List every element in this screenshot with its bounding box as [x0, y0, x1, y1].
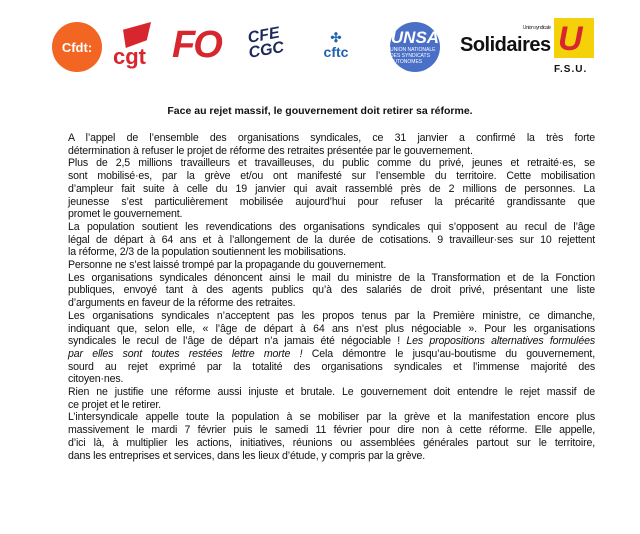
paragraph: A l’appel de l’ensemble des organisations syndicales, ce 31 janvier a confirmé la très forte détermination à refuser le projet de réforme des retraites présentée par le gouvernement. — [68, 132, 595, 157]
press-release-body — [68, 132, 595, 462]
unsa-logo: UNSA UNION NATIONALE DES SYNDICATS AUTONOMES — [390, 22, 440, 72]
fsu-logo: U F.S.U. — [554, 18, 598, 78]
paragraph: Les organisations syndicales dénoncent ainsi le mail du ministre de la Transformation et de la Fonction publiques, envoyé tant à des agents publics qu’à des salariés de droit privé, présentant une liste d’arguments en faveur de la réforme des retraites. — [68, 271, 595, 310]
cftc-logo: ✣ cftc — [316, 32, 356, 60]
paragraph: L’intersyndicale appelle toute la population à se mobiliser par la grève et la manifestation encore plus massivement le mardi 7 février puis le samedi 11 février pour dire non à cette réforme. Elle appelle, d’ici là, à multiplier les actions, initiatives, réunions ou assemblées générales partout sur le territoire, dans les entreprises et services, dans les lieux d’étude, y compris par la grève. — [68, 411, 595, 462]
paragraph: La population soutient les revendications des organisations syndicales qui s’opposent au recul de l’âge légal de départ à 64 ans et à l’allongement de la durée de cotisations. 9 travailleur·ses sur 10 rejettent la réforme, 2/3 de la population soutiennent les mobilisations. — [68, 220, 595, 259]
fo-logo: FO — [172, 24, 221, 66]
paragraph: Personne ne s’est laissé trompé par la propagande du gouvernement. — [68, 259, 387, 272]
cftc-mark-icon: ✣ — [330, 30, 342, 45]
paragraph: Les organisations syndicales n’acceptent pas les propos tenus par la Première ministre, ce dimanche, indiquant que, selon elle, « l’âge de départ à 64 ans n’est plus négociable ». Pour les organisations syndicales le recul de l’âge de départ n’a jamais été négociable ! Les propositions alternatives formulées par elles sont toutes restées lettre morte ! Cela démontre le jusqu’au-boutisme du gouvernement, sourd au rejet exprimé par la totalité des organisations syndicales et l’immense majorité des citoyen·nes. — [68, 309, 595, 386]
solidaires-logo: Union syndicale Solidaires — [460, 25, 551, 56]
cgt-logo: cgt — [113, 22, 157, 72]
cfe-cgc-logo: CFE CGC — [246, 24, 286, 62]
cfdt-logo: Cfdt: — [52, 22, 102, 72]
union-logos-bar — [0, 14, 640, 86]
press-release-title: Face au rejet massif, le gouvernement doit retirer sa réforme. — [167, 105, 473, 117]
paragraph: Rien ne justifie une réforme aussi injuste et brutale. Le gouvernement doit entendre le rejet massif de ce projet et le retirer. — [68, 386, 595, 411]
paragraph: Plus de 2,5 millions travailleurs et travailleuses, du public comme du privé, jeunes et retraité·es, se sont mobilisé·es, par la grève et/ou ont manifesté sur l’ensemble du territoire. Cette mobilisation d’ampleur fait suite à celle du 19 janvier qui avait rassemblé près de 2 millions de personnes. La jeunesse s’est particulièrement mobilisée aujourd’hui pour refuser la précarité grandissante que promet le gouvernement. — [68, 157, 595, 221]
